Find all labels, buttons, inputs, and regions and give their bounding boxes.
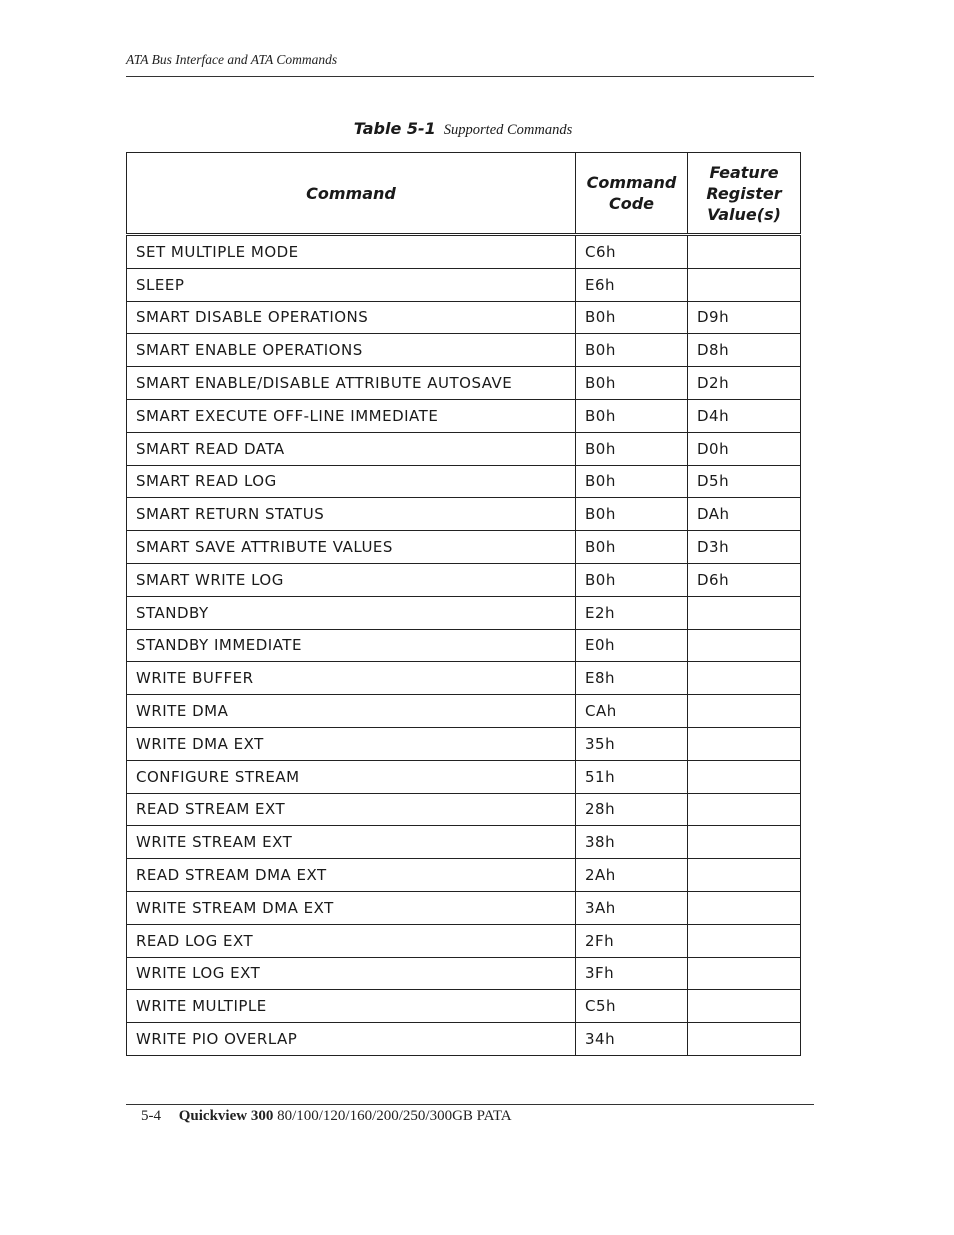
feature-register-cell: D3h	[688, 531, 801, 564]
feature-register-cell: DAh	[688, 498, 801, 531]
command-code-cell: B0h	[576, 465, 688, 498]
table-row	[127, 432, 801, 465]
feature-register-cell: D0h	[688, 432, 801, 465]
command-code-cell: B0h	[576, 334, 688, 367]
table-row	[127, 531, 801, 564]
command-code-cell: E0h	[576, 629, 688, 662]
command-name-cell: CONFIGURE STREAM	[127, 760, 576, 793]
command-code-cell: 35h	[576, 727, 688, 760]
feature-register-cell: D5h	[688, 465, 801, 498]
command-code-cell: C5h	[576, 990, 688, 1023]
table-row	[127, 563, 801, 596]
command-name-cell: SMART READ DATA	[127, 432, 576, 465]
command-name-cell: SMART READ LOG	[127, 465, 576, 498]
feature-register-cell: D4h	[688, 399, 801, 432]
table-row	[127, 498, 801, 531]
command-name-cell: WRITE STREAM EXT	[127, 826, 576, 859]
feature-register-cell	[688, 1023, 801, 1056]
command-code-cell: 34h	[576, 1023, 688, 1056]
command-code-cell: B0h	[576, 399, 688, 432]
footer-product-capacities: 80/100/120/160/200/250/300GB PATA	[277, 1108, 512, 1124]
feature-register-cell	[688, 924, 801, 957]
command-name-cell: WRITE DMA EXT	[127, 727, 576, 760]
feature-register-cell: D6h	[688, 563, 801, 596]
command-name-cell: READ STREAM EXT	[127, 793, 576, 826]
command-name-cell: SMART ENABLE/DISABLE ATTRIBUTE AUTOSAVE	[127, 367, 576, 400]
command-name-cell: WRITE DMA	[127, 695, 576, 728]
table-caption-number: Table 5-1	[353, 119, 436, 138]
running-header: ATA Bus Interface and ATA Commands	[126, 52, 338, 67]
table-body	[127, 235, 801, 1056]
command-code-cell: 51h	[576, 760, 688, 793]
feature-register-cell	[688, 268, 801, 301]
feature-register-cell	[688, 695, 801, 728]
table-row	[127, 301, 801, 334]
feature-register-cell	[688, 760, 801, 793]
command-code-cell: 2Fh	[576, 924, 688, 957]
command-code-cell: B0h	[576, 498, 688, 531]
running-footer	[141, 1108, 512, 1125]
table-row	[127, 235, 801, 269]
command-name-cell: SMART WRITE LOG	[127, 563, 576, 596]
feature-register-cell	[688, 662, 801, 695]
command-name-cell: SMART DISABLE OPERATIONS	[127, 301, 576, 334]
feature-register-cell: D2h	[688, 367, 801, 400]
feature-register-cell: D9h	[688, 301, 801, 334]
table-row	[127, 596, 801, 629]
feature-register-cell	[688, 596, 801, 629]
footer-page-number: 5-4	[141, 1108, 161, 1124]
supported-commands-table	[126, 152, 801, 1056]
command-name-cell: WRITE PIO OVERLAP	[127, 1023, 576, 1056]
command-column-header: Command	[127, 153, 576, 235]
table-row	[127, 662, 801, 695]
table-row	[127, 629, 801, 662]
feature-register-cell	[688, 793, 801, 826]
command-code-cell: B0h	[576, 432, 688, 465]
command-code-cell: B0h	[576, 301, 688, 334]
table-row	[127, 793, 801, 826]
command-code-cell: E6h	[576, 268, 688, 301]
command-code-cell: E2h	[576, 596, 688, 629]
command-code-cell: E8h	[576, 662, 688, 695]
table-row	[127, 760, 801, 793]
table-row	[127, 695, 801, 728]
feature-register-cell	[688, 826, 801, 859]
command-name-cell: READ STREAM DMA EXT	[127, 859, 576, 892]
command-name-cell: SLEEP	[127, 268, 576, 301]
table-row	[127, 924, 801, 957]
feature-register-cell	[688, 859, 801, 892]
command-name-cell: READ LOG EXT	[127, 924, 576, 957]
command-code-cell: B0h	[576, 367, 688, 400]
table-row	[127, 399, 801, 432]
command-code-cell: B0h	[576, 563, 688, 596]
table-row	[127, 727, 801, 760]
command-name-cell: SMART RETURN STATUS	[127, 498, 576, 531]
feature-register-column-header: Feature Register Value(s)	[688, 153, 801, 235]
command-name-cell: SMART ENABLE OPERATIONS	[127, 334, 576, 367]
command-name-cell: SMART EXECUTE OFF-LINE IMMEDIATE	[127, 399, 576, 432]
command-name-cell: WRITE MULTIPLE	[127, 990, 576, 1023]
command-name-cell: STANDBY IMMEDIATE	[127, 629, 576, 662]
feature-register-cell	[688, 629, 801, 662]
feature-register-cell	[688, 727, 801, 760]
command-name-cell: SET MULTIPLE MODE	[127, 235, 576, 269]
command-code-cell: 3Fh	[576, 957, 688, 990]
command-code-column-header: Command Code	[576, 153, 688, 235]
table-row	[127, 465, 801, 498]
command-code-cell: 2Ah	[576, 859, 688, 892]
table-row	[127, 826, 801, 859]
table-row	[127, 990, 801, 1023]
feature-register-cell: D8h	[688, 334, 801, 367]
command-code-cell: 3Ah	[576, 891, 688, 924]
command-name-cell: SMART SAVE ATTRIBUTE VALUES	[127, 531, 576, 564]
header-rule	[126, 76, 814, 77]
command-name-cell: STANDBY	[127, 596, 576, 629]
table-row	[127, 334, 801, 367]
table-row	[127, 957, 801, 990]
footer-rule	[126, 1104, 814, 1105]
feature-register-cell	[688, 990, 801, 1023]
table-header-row	[127, 153, 801, 235]
command-code-cell: CAh	[576, 695, 688, 728]
feature-register-cell	[688, 891, 801, 924]
command-name-cell: WRITE LOG EXT	[127, 957, 576, 990]
table-row	[127, 268, 801, 301]
table-row	[127, 891, 801, 924]
command-name-cell: WRITE BUFFER	[127, 662, 576, 695]
command-code-cell: 28h	[576, 793, 688, 826]
command-code-cell: C6h	[576, 235, 688, 269]
table-caption-title: Supported Commands	[443, 122, 573, 138]
table-row	[127, 859, 801, 892]
table-row	[127, 367, 801, 400]
command-code-cell: B0h	[576, 531, 688, 564]
table-caption	[0, 119, 926, 139]
command-code-cell: 38h	[576, 826, 688, 859]
feature-register-cell	[688, 957, 801, 990]
footer-product-name: Quickview 300	[178, 1108, 274, 1124]
command-name-cell: WRITE STREAM DMA EXT	[127, 891, 576, 924]
feature-register-cell	[688, 235, 801, 269]
table-row	[127, 1023, 801, 1056]
